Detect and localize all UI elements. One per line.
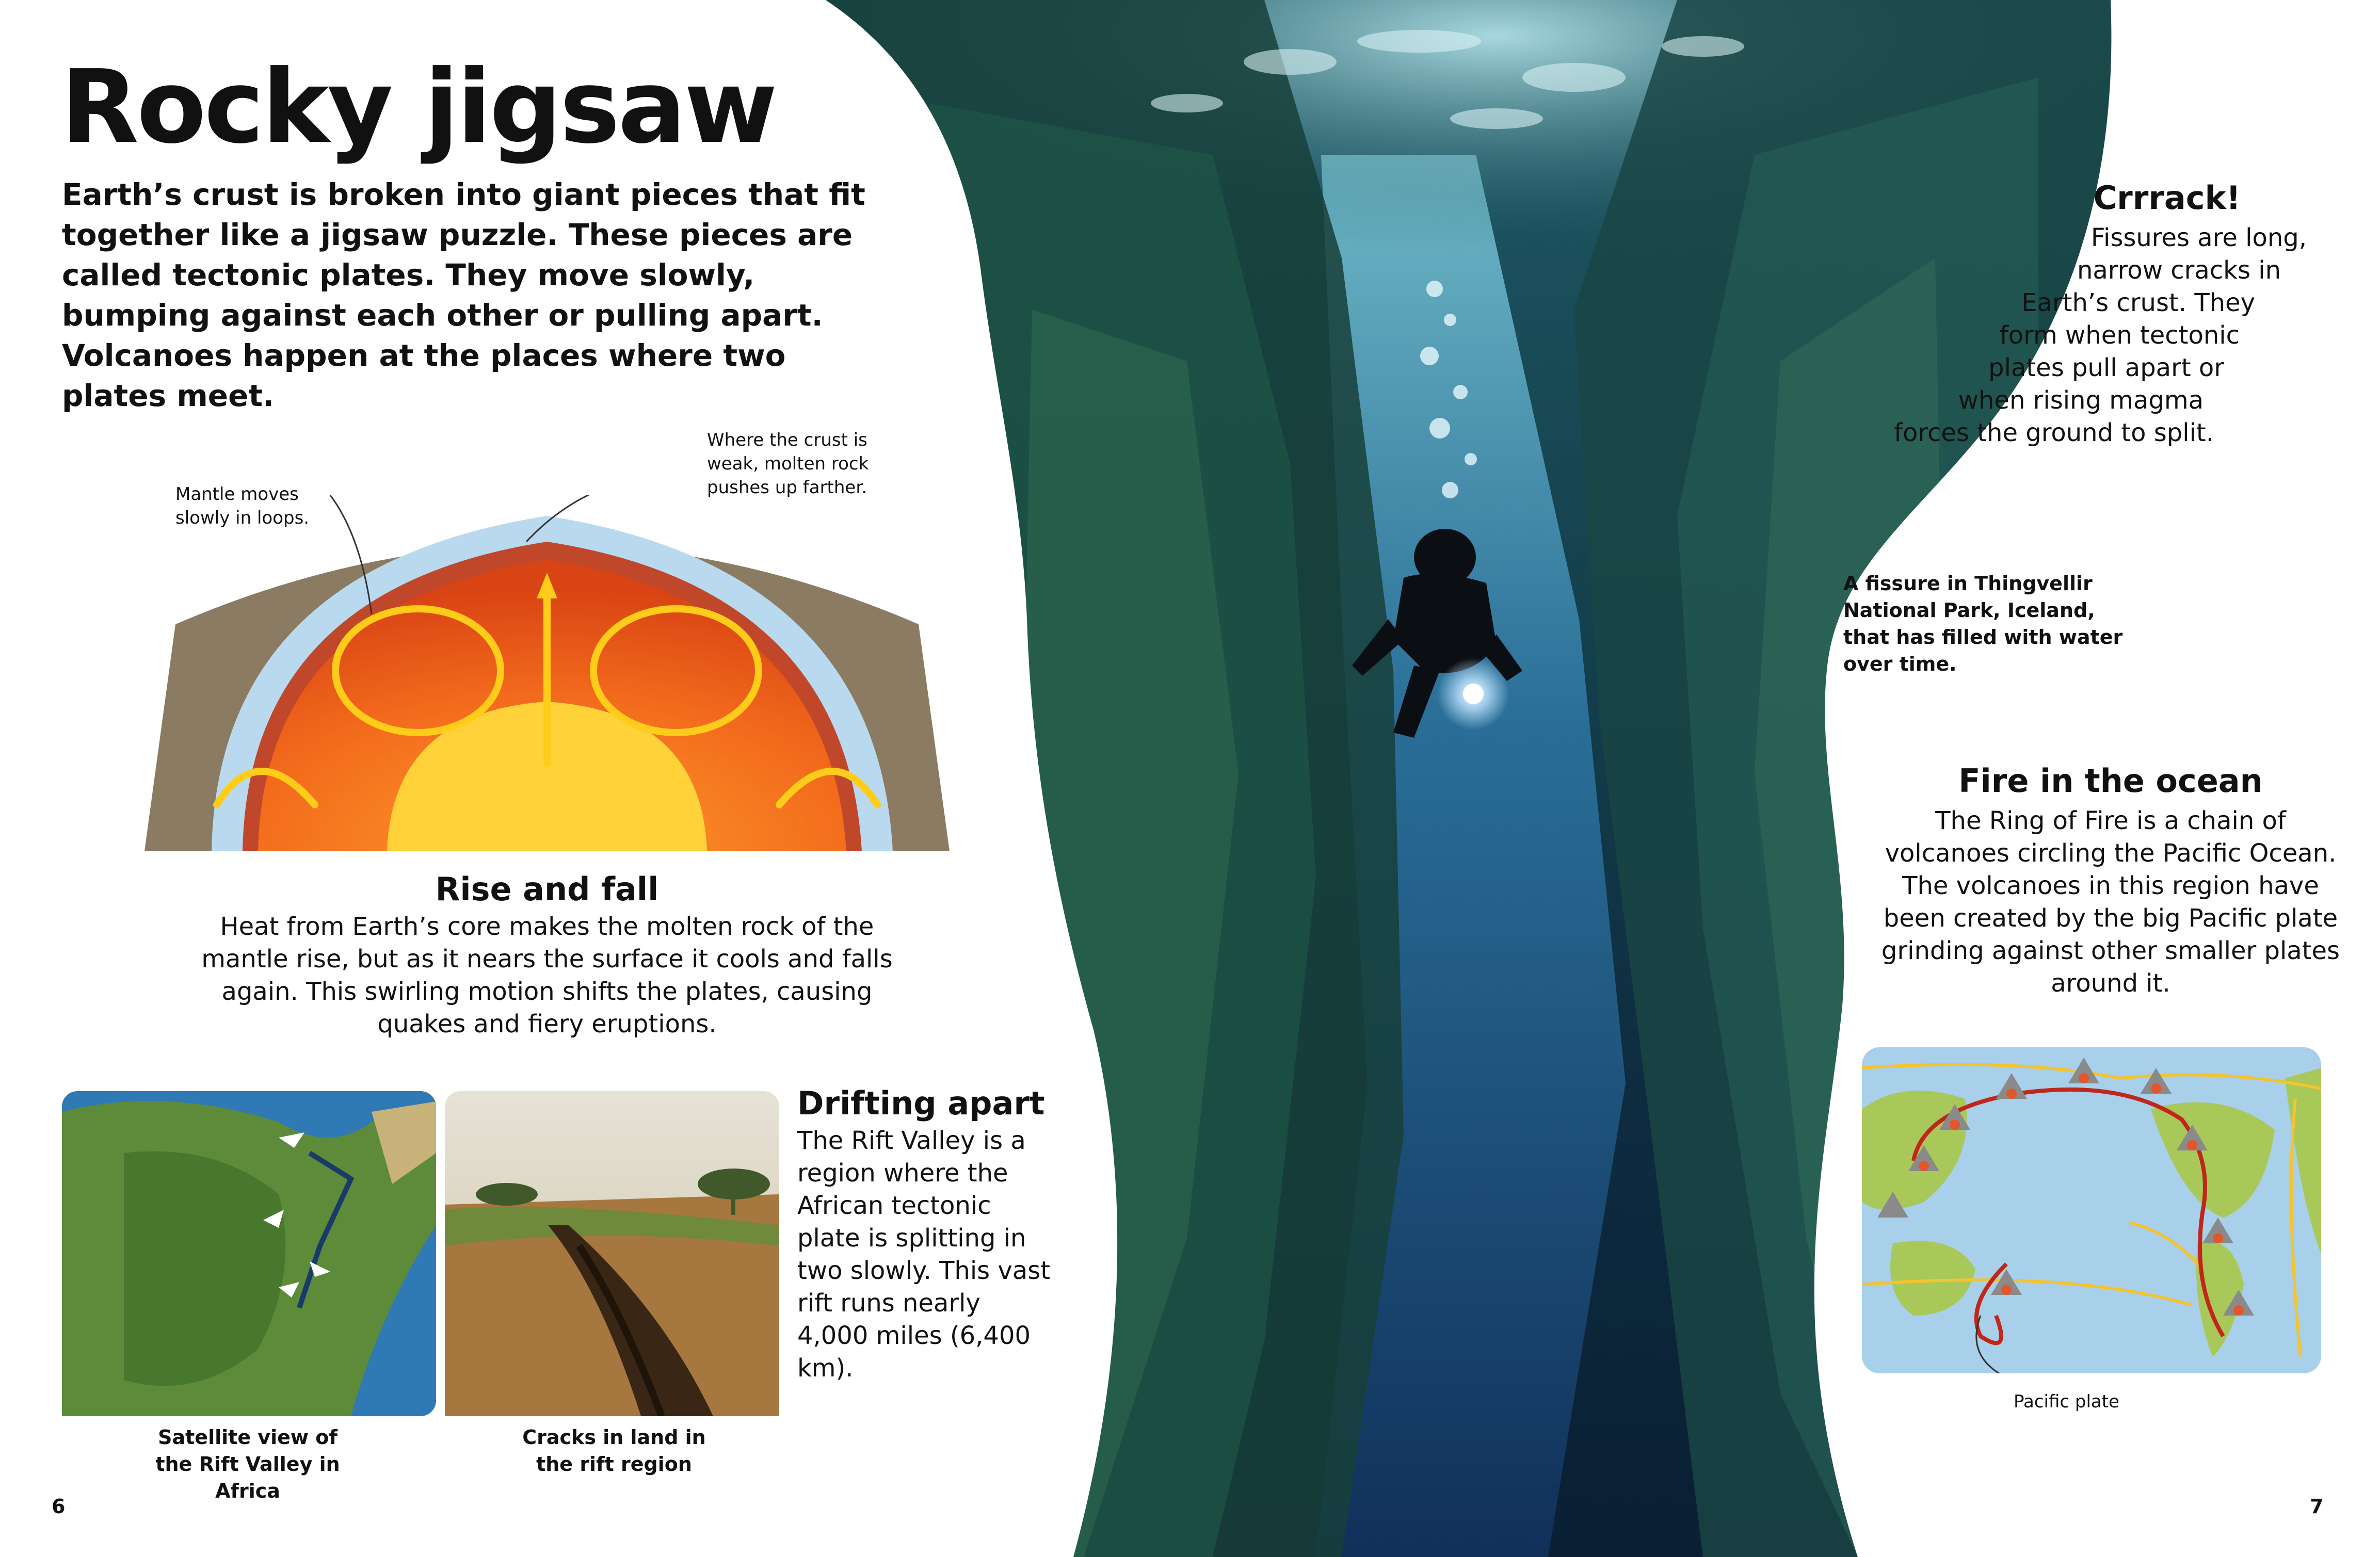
crrrack-body bbox=[1806, 222, 2307, 449]
crrrack-heading: Crrrack! bbox=[2093, 179, 2241, 217]
drifting-apart-body: The Rift Valley is a region where the African tectonic plate is splitting in two slowly. This vast rift runs nearly 4,000 miles (6,400 km). bbox=[797, 1126, 1051, 1383]
fire-ocean-body: The Ring of Fire is a chain of volcanoes circling the Pacific Ocean. The volcanoes in this region have been created by the big Pacific plate grinding against other smaller plates around it. bbox=[1881, 806, 2340, 998]
crrrack-line: when rising magma bbox=[1958, 386, 2204, 415]
crrrack-line: form when tectonic bbox=[1999, 321, 2240, 350]
page-number-left: 6 bbox=[52, 1495, 66, 1518]
cracks-caption: Cracks in land in the rift region bbox=[522, 1426, 706, 1475]
label-crust-weak: Where the crust is weak, molten rock pushes up farther. bbox=[707, 430, 869, 498]
page-number-right: 7 bbox=[2310, 1495, 2324, 1518]
crrrack-line: plates pull apart or bbox=[1988, 353, 2224, 382]
pacific-plate-label: Pacific plate bbox=[2014, 1391, 2119, 1412]
drifting-apart-heading: Drifting apart bbox=[797, 1084, 1045, 1122]
crrrack-line: Earth’s crust. They bbox=[2021, 288, 2255, 317]
rise-fall-heading: Rise and fall bbox=[435, 870, 659, 908]
satellite-rift-valley-image bbox=[62, 1091, 436, 1416]
fire-ocean-heading: Fire in the ocean bbox=[1958, 762, 2263, 800]
satellite-caption: Satellite view of the Rift Valley in Africa bbox=[155, 1426, 340, 1502]
crrrack-line: narrow cracks in bbox=[2077, 256, 2281, 285]
rift-cracks-photo bbox=[445, 1091, 779, 1416]
mantle-convection-diagram bbox=[144, 495, 950, 856]
page-title: Rocky jigsaw bbox=[61, 48, 776, 166]
crrrack-line: forces the ground to split. bbox=[1894, 418, 2214, 447]
rise-fall-body: Heat from Earth’s core makes the molten rock of the mantle rise, but as it nears the surface it cools and falls again. This swirling motion shifts the plates, causing quakes and fiery eruptions. bbox=[201, 912, 893, 1039]
intro-paragraph: Earth’s crust is broken into giant pieces that fit together like a jigsaw puzzle. These pieces are called tectonic plates. They move slowly, bumping against each other or pulling apart. Volcanoes happen at the places where two plates meet. bbox=[62, 177, 865, 413]
crrrack-line: Fissures are long, bbox=[2090, 223, 2307, 252]
label-mantle-moves: Mantle moves slowly in loops. bbox=[175, 484, 310, 528]
fissure-photo-caption: A fissure in Thingvellir National Park, Iceland, that has filled with water over time. bbox=[1843, 572, 2123, 675]
ring-of-fire-map bbox=[1862, 1047, 2321, 1373]
